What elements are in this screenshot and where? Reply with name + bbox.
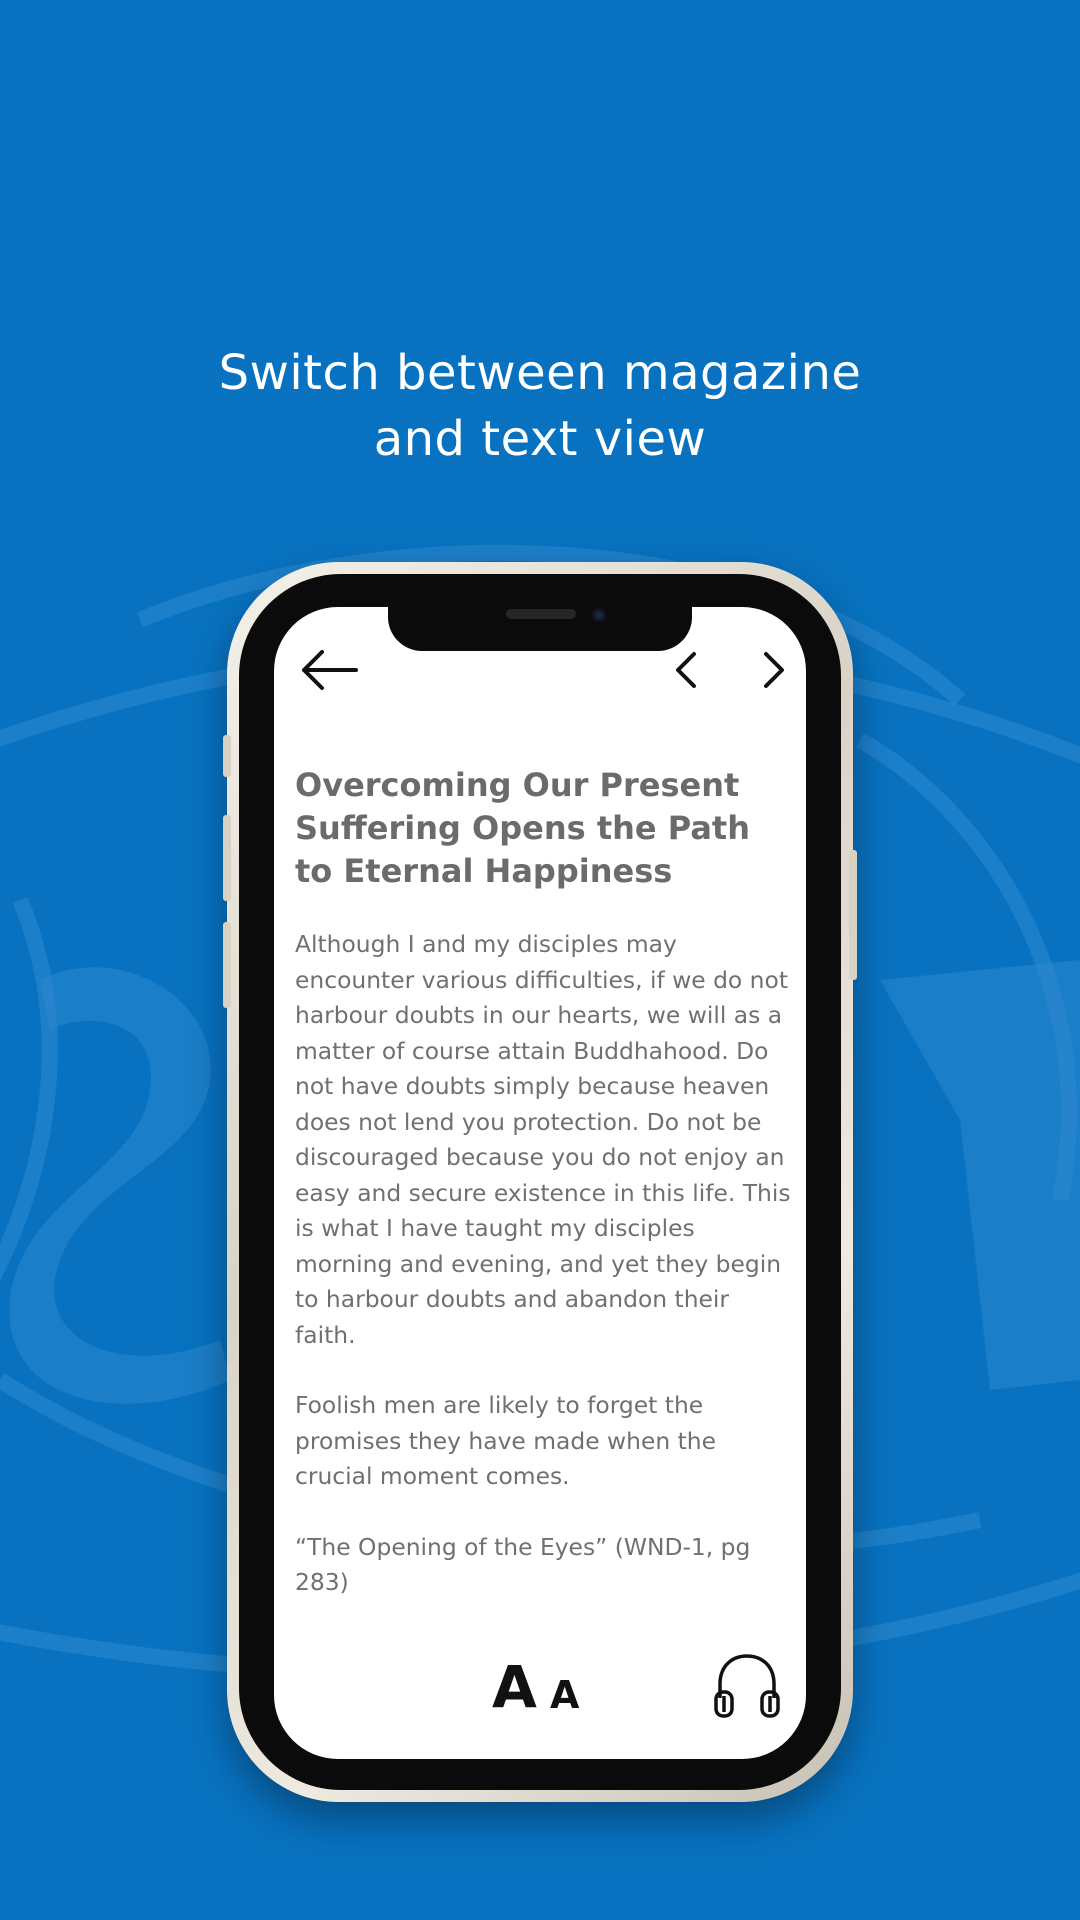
article-paragraph-1: Although I and my disciples may encounter various difficulties, if we do not harbour doubts in our hearts, we will as a matter of course attain Buddhahood. Do not have doubts simply because heaven does not lend you protection. Do not be discouraged because you do not enjoy an easy and secure existence in this life. This is what I have taught my disciples morning and evening, and yet they begin to harbour doubts and abandon their faith. xyxy=(295,930,791,1349)
article-citation: “The Opening of the Eyes” (WND-1, pg 283) xyxy=(295,1532,751,1596)
headline-line-2: and text view xyxy=(373,411,707,467)
earpiece-speaker xyxy=(506,609,576,619)
arrow-left-icon xyxy=(298,642,360,698)
font-size-small-glyph: A xyxy=(550,1673,580,1717)
power-button xyxy=(849,850,857,980)
silent-switch xyxy=(223,735,231,777)
volume-down-button xyxy=(223,922,231,1008)
headphones-icon xyxy=(712,1650,782,1720)
article-content xyxy=(295,764,795,1636)
promo-headline xyxy=(0,340,1080,472)
chevron-left-icon xyxy=(668,642,704,698)
volume-up-button xyxy=(223,815,231,901)
chevron-right-icon xyxy=(756,642,792,698)
article-title: Overcoming Our Present Suffering Opens the Path to Eternal Happiness xyxy=(295,766,750,890)
phone-notch xyxy=(388,599,692,651)
back-button[interactable] xyxy=(298,642,360,698)
font-size-large-glyph: A xyxy=(492,1653,537,1721)
front-camera xyxy=(592,608,606,622)
next-page-button[interactable] xyxy=(756,642,792,698)
font-size-button[interactable] xyxy=(490,1650,590,1721)
headline-line-1: Switch between magazine xyxy=(218,345,862,401)
previous-page-button[interactable] xyxy=(668,642,704,698)
audio-button[interactable] xyxy=(712,1650,782,1720)
article-paragraph-2: Foolish men are likely to forget the promises they have made when the crucial moment comes. xyxy=(295,1391,717,1490)
